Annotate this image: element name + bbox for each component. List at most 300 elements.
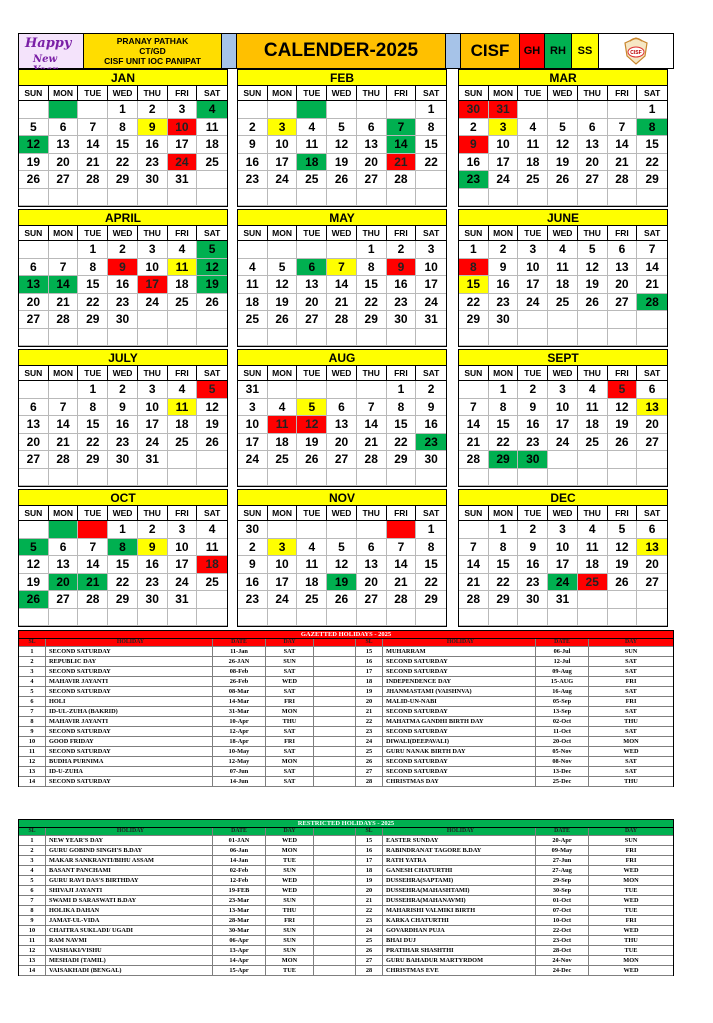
day-cell: 24 [548,434,578,452]
weekday-label: SUN [238,86,268,100]
holiday-sl: 18 [356,677,383,686]
day-cell: 7 [357,399,387,417]
weekday-label: SAT [422,368,440,378]
day-cell: 5 [297,399,327,417]
row-spacer [314,687,356,696]
holiday-day: FRI [266,737,314,746]
day-cell: 17 [168,136,198,154]
gazetted-title: GAZETTED HOLIDAYS - 2025 [18,630,674,639]
day-cell [197,451,227,469]
weekday-label: SUN [19,226,49,240]
holiday-date: 28-Oct [536,946,589,955]
day-cell: 12 [327,556,357,574]
weekday-label: MON [268,86,298,100]
holiday-date: 13-Mar [213,906,266,915]
month-july [18,349,228,487]
day-cell [49,609,79,627]
day-cell: 17 [548,416,578,434]
day-cell: 26 [268,311,298,329]
day-cell [518,609,548,627]
day-cell: 23 [416,434,446,452]
day-cell: 6 [357,119,387,137]
holiday-date: 09-May [536,846,589,855]
happy-new-year-logo [19,34,84,68]
day-cell: 14 [608,136,638,154]
day-cell [416,189,446,207]
holiday-day: MON [266,956,314,965]
holiday-name: VAISAKHADI (BENGAL) [46,966,213,975]
day-cell: 29 [637,171,667,189]
day-cell: 26 [548,171,578,189]
table-row [19,667,673,677]
day-cell: 8 [108,119,138,137]
holiday-day: SUN [266,866,314,875]
month-title: OCT [19,490,227,506]
day-cell: 14 [387,136,417,154]
day-cell: 14 [459,416,489,434]
day-cell [268,521,298,539]
day-cell [548,469,578,487]
legend-gazetted: GH [520,34,545,68]
holiday-date: 22-Oct [536,926,589,935]
day-cell: 22 [78,434,108,452]
holiday-name: SECOND SATURDAY [383,767,536,776]
day-cell: 22 [459,294,489,312]
holiday-day: FRI [266,697,314,706]
holiday-sl: 10 [19,737,46,746]
day-cell [357,521,387,539]
day-cell: 21 [387,154,417,172]
day-cell: 17 [138,276,168,294]
day-cell: 25 [297,591,327,609]
table-row [19,737,673,747]
holiday-sl: 27 [356,767,383,776]
day-cell: 13 [49,136,79,154]
day-cell: 3 [168,521,198,539]
day-cell: 9 [518,399,548,417]
day-cell: 15 [416,556,446,574]
day-cell: 8 [387,399,417,417]
day-cell [608,329,638,347]
holiday-sl: 20 [356,886,383,895]
day-cell [297,609,327,627]
day-cell: 31 [138,451,168,469]
day-cell: 18 [548,276,578,294]
day-cell: 24 [548,574,578,592]
table-row [19,767,673,777]
day-cell [459,521,489,539]
holiday-date: 27-Aug [536,866,589,875]
weekday-label: MON [268,366,298,380]
day-cell: 25 [578,434,608,452]
holiday-name: ID-UL-ZUHA (BAKRID) [46,707,213,716]
weekday-label: WED [108,366,138,380]
day-cell [459,469,489,487]
col-spacer [314,639,356,646]
day-cell: 7 [608,119,638,137]
day-cell: 1 [108,101,138,119]
month-title: AUG [238,350,446,366]
holiday-sl: 3 [19,856,46,865]
weekday-label: FRI [168,506,198,520]
holiday-name: HOLI [46,697,213,706]
holiday-sl: 19 [356,687,383,696]
weekday-label: TUE [518,86,548,100]
holiday-sl: 22 [356,717,383,726]
author-name: PRANAY PATHAK [116,36,189,46]
row-spacer [314,936,356,945]
day-cell: 18 [518,154,548,172]
weekday-header [238,226,446,241]
weekday-label: THU [357,366,387,380]
holiday-day: MON [623,957,639,964]
col-holiday: HOLIDAY [383,639,536,646]
day-cell: 3 [489,119,519,137]
day-cell: 15 [387,416,417,434]
holiday-name: CHRISTMAS EVE [383,966,536,975]
header-spacer [222,34,237,68]
day-cell: 15 [78,416,108,434]
cisf-emblem [599,34,673,68]
day-cell: 15 [416,136,446,154]
holiday-day: WED [266,677,314,686]
weekday-label: THU [138,86,168,100]
weekday-label: MON [268,226,298,240]
day-cell: 27 [19,451,49,469]
holiday-day: WED [266,886,314,895]
day-cell: 13 [19,416,49,434]
day-cell: 28 [387,171,417,189]
day-cell: 12 [548,136,578,154]
day-cell: 12 [297,416,327,434]
day-cell: 12 [578,259,608,277]
holiday-sl: 21 [356,707,383,716]
holiday-date: 10-Oct [536,916,589,925]
day-cell [637,451,667,469]
day-cell: 28 [78,591,108,609]
holiday-day: WED [266,836,314,845]
row-spacer [314,667,356,676]
table-row [19,936,673,946]
day-cell: 4 [168,381,198,399]
holiday-name: EASTER SUNDAY [383,836,536,845]
day-cell: 26 [608,574,638,592]
weekday-label: SAT [203,368,221,378]
emblem-text: CISF [630,50,642,56]
holiday-day: TUE [266,856,314,865]
day-cell: 19 [608,556,638,574]
day-cell: 18 [197,136,227,154]
holiday-date: 20-Apr [536,836,589,845]
day-cell: 18 [268,434,298,452]
holiday-date: 02-Feb [213,866,266,875]
day-cell: 2 [138,521,168,539]
holiday-name: MESHADI (TAMIL) [46,956,213,965]
day-cell: 23 [138,574,168,592]
day-cell [387,469,417,487]
day-cell: 14 [49,416,79,434]
table-row [19,846,673,856]
day-cell: 9 [138,119,168,137]
day-cell: 31 [168,591,198,609]
weekday-label: WED [327,506,357,520]
day-cell [548,451,578,469]
month-aug [237,349,447,487]
holiday-day: SAT [625,688,637,695]
holiday-day: THU [624,937,638,944]
day-cell [197,329,227,347]
holiday-day: SAT [266,727,314,736]
day-cell: 25 [168,434,198,452]
holiday-date: 20-Oct [536,737,589,746]
holiday-date: 25-Dec [536,777,589,786]
day-cell: 29 [78,451,108,469]
holiday-day: SAT [625,658,637,665]
holiday-name: GANESH CHATURTHI [383,866,536,875]
row-spacer [314,946,356,955]
holiday-sl: 15 [356,836,383,845]
day-cell: 15 [357,276,387,294]
day-cell [268,381,298,399]
day-cell: 21 [49,434,79,452]
table-row [19,906,673,916]
day-cell: 17 [138,416,168,434]
day-cell: 10 [489,136,519,154]
day-cell: 20 [357,574,387,592]
day-cell: 4 [548,241,578,259]
holiday-name: SHIVAJI JAYANTI [46,886,213,895]
row-spacer [314,906,356,915]
day-cell: 9 [387,259,417,277]
day-cell: 20 [578,154,608,172]
day-cell [518,101,548,119]
day-cell: 12 [327,136,357,154]
day-cell [297,241,327,259]
day-cell: 27 [49,591,79,609]
day-cell: 15 [459,276,489,294]
day-cell [78,189,108,207]
holiday-day: MON [266,757,314,766]
day-cell: 11 [197,539,227,557]
holiday-name: GURU BAHADUR MARTYRDOM [383,956,536,965]
day-cell [268,241,298,259]
holiday-name: MAHAVIR JAYANTI [46,717,213,726]
holiday-day: THU [266,906,314,915]
day-cell: 19 [608,416,638,434]
day-cell: 3 [548,381,578,399]
month-title: NOV [238,490,446,506]
legend-second-saturday: SS [572,34,599,68]
holiday-date: 30-Mar [213,926,266,935]
day-cell: 21 [459,574,489,592]
day-cell: 5 [548,119,578,137]
day-cell: 26 [19,591,49,609]
month-title: JUNE [459,210,667,226]
holiday-sl: 5 [19,687,46,696]
day-cell [49,469,79,487]
day-cell: 24 [138,434,168,452]
holiday-day: SAT [266,777,314,786]
weekday-header [238,366,446,381]
holiday-sl: 25 [356,936,383,945]
day-cell [19,381,49,399]
day-cell: 12 [197,259,227,277]
day-cell: 28 [78,171,108,189]
holiday-name: GURU GOBIND SINGH'S B.DAY [46,846,213,855]
day-grid [238,241,446,346]
row-spacer [314,697,356,706]
cisf-emblem-icon [620,36,652,66]
holiday-date: 13-Apr [213,946,266,955]
day-cell: 11 [238,276,268,294]
day-cell: 28 [327,311,357,329]
table-header [19,639,673,647]
day-cell: 8 [489,539,519,557]
day-cell: 3 [518,241,548,259]
holiday-sl: 9 [19,727,46,736]
day-cell [518,189,548,207]
weekday-label: FRI [608,226,638,240]
day-cell: 6 [637,381,667,399]
holiday-day: SAT [266,647,314,656]
day-cell [327,521,357,539]
weekday-header [238,506,446,521]
day-cell: 11 [297,556,327,574]
day-cell: 12 [608,399,638,417]
weekday-label: FRI [387,506,417,520]
day-cell [459,189,489,207]
day-cell: 21 [459,434,489,452]
day-cell [19,469,49,487]
day-cell: 3 [138,381,168,399]
col-holiday: HOLIDAY [46,639,213,646]
holiday-day: WED [623,967,639,974]
day-cell: 12 [197,399,227,417]
day-cell [197,591,227,609]
holiday-date: 02-Oct [536,717,589,726]
day-cell [489,329,519,347]
weekday-label: SUN [19,366,49,380]
weekday-header [19,226,227,241]
day-cell: 9 [518,539,548,557]
day-cell: 6 [49,119,79,137]
day-cell [297,101,327,119]
day-cell [238,329,268,347]
holiday-name: NEW YEAR'S DAY [46,836,213,845]
day-cell: 17 [238,434,268,452]
holiday-date: 08-Mar [213,687,266,696]
weekday-label: WED [548,86,578,100]
day-cell [78,609,108,627]
table-row [19,866,673,876]
day-cell: 22 [78,294,108,312]
holiday-date: 10-Apr [213,717,266,726]
holiday-sl: 4 [19,866,46,875]
table-row [19,727,673,737]
holiday-day: SUN [266,946,314,955]
day-cell: 1 [416,101,446,119]
day-cell: 26 [578,294,608,312]
holiday-date: 30-Sep [536,886,589,895]
day-cell: 17 [489,154,519,172]
day-cell [268,329,298,347]
holiday-date: 24-Nov [536,956,589,965]
day-cell [238,609,268,627]
holiday-day: SUN [266,926,314,935]
day-cell: 15 [637,136,667,154]
row-spacer [314,956,356,965]
day-cell: 20 [19,434,49,452]
day-cell [108,329,138,347]
day-cell: 17 [268,154,298,172]
day-cell [268,101,298,119]
holiday-date: 13-Sep [536,707,589,716]
day-cell [548,609,578,627]
day-cell [168,451,198,469]
day-cell: 10 [268,556,298,574]
holiday-day: SAT [625,728,637,735]
weekday-label: TUE [78,86,108,100]
day-cell [327,241,357,259]
col-sl: SL [19,828,46,835]
day-cell: 2 [518,381,548,399]
holiday-name: SECOND SATURDAY [383,657,536,666]
day-cell: 31 [168,171,198,189]
holiday-sl: 22 [356,906,383,915]
day-cell: 22 [489,574,519,592]
day-cell: 24 [518,294,548,312]
holiday-date: 26-Feb [213,677,266,686]
holiday-name: DUSSEHRA(SAPTAMI) [383,876,536,885]
table-row [19,707,673,717]
holiday-sl: 8 [19,717,46,726]
day-cell [637,329,667,347]
day-cell: 7 [459,539,489,557]
weekday-header [459,226,667,241]
day-cell: 30 [518,451,548,469]
holiday-sl: 1 [19,647,46,656]
day-cell: 31 [489,101,519,119]
day-cell: 19 [19,154,49,172]
holiday-sl: 25 [356,747,383,756]
holiday-date: 29-Sep [536,876,589,885]
day-cell: 8 [78,259,108,277]
day-cell: 14 [327,276,357,294]
holiday-day: FRI [625,698,637,705]
day-cell [138,609,168,627]
day-cell: 13 [357,556,387,574]
day-cell: 16 [459,154,489,172]
weekday-label: WED [548,366,578,380]
day-cell: 30 [238,521,268,539]
weekday-label: TUE [297,506,327,520]
holiday-sl: 7 [19,896,46,905]
month-title: SEPT [459,350,667,366]
day-cell [138,469,168,487]
weekday-label: FRI [168,86,198,100]
table-row [19,717,673,727]
day-cell [637,609,667,627]
weekday-label: FRI [168,366,198,380]
gazetted-table [18,639,674,787]
day-cell: 7 [387,539,417,557]
day-cell: 19 [19,574,49,592]
day-cell [548,311,578,329]
weekday-label: FRI [387,86,417,100]
weekday-label: SUN [459,226,489,240]
row-spacer [314,647,356,656]
table-row [19,757,673,767]
